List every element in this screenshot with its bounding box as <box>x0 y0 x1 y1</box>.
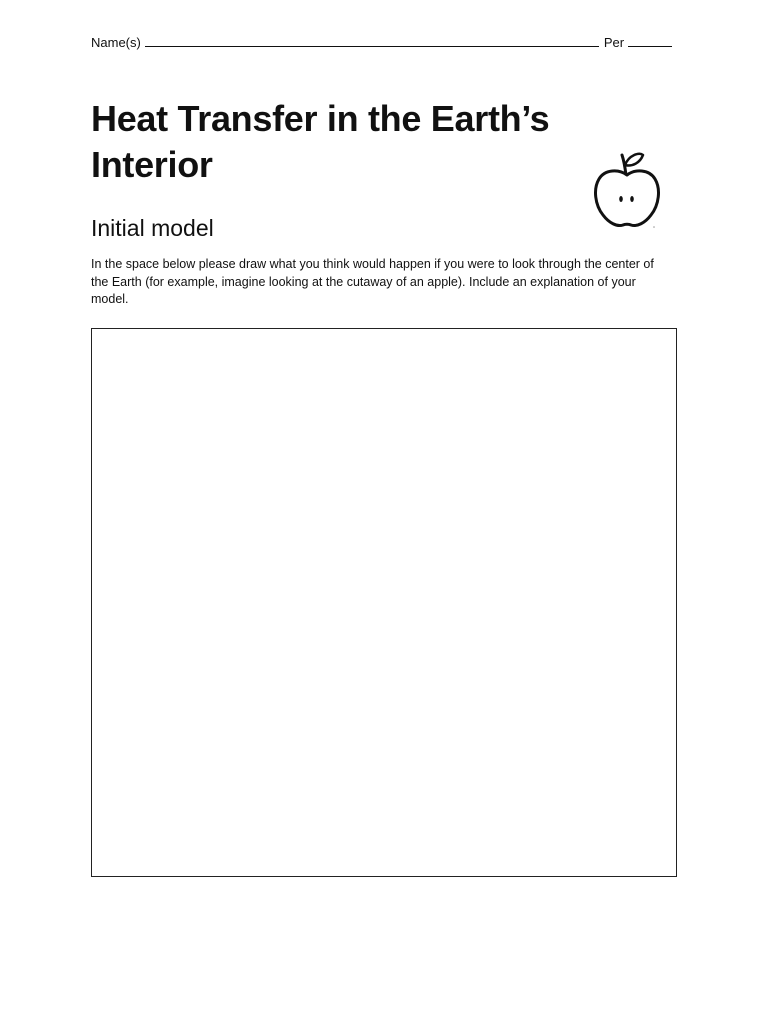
instructions-text: In the space below please draw what you think would happen if you were to look through the center of the Earth (for example, imagine looking at the cutaway of an apple). Include an explanation of your model. <box>91 257 654 306</box>
page-title: Heat Transfer in the Earth’s Interior <box>91 98 550 185</box>
name-period-header <box>91 35 681 51</box>
name-label: Name(s) <box>91 35 141 50</box>
name-blank-line[interactable] <box>145 35 599 47</box>
period-blank-line[interactable] <box>628 35 672 47</box>
drawing-area[interactable] <box>91 328 677 877</box>
apple-icon <box>591 149 663 233</box>
period-label: Per <box>603 35 625 50</box>
section-heading: Initial model <box>91 215 214 241</box>
